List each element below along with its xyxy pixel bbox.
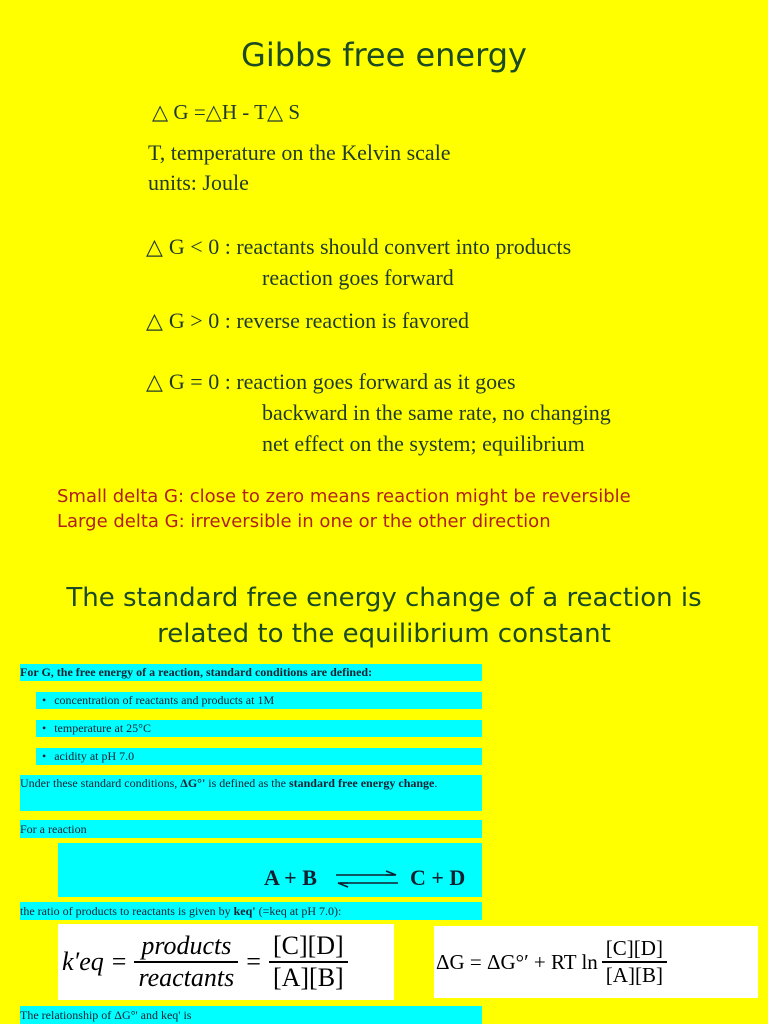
delta-triangle-icon: △: [146, 308, 163, 333]
section-heading: [0, 580, 768, 652]
keq-denominator-brackets: [A][B]: [272, 963, 344, 992]
definition-text: is defined as the: [205, 776, 289, 790]
bullet-text: temperature at 25°C: [54, 721, 151, 735]
keq-fraction-words: [134, 931, 238, 993]
equals-sign: =: [111, 947, 127, 976]
keq-formula: [58, 924, 394, 1000]
bullet-concentration: [36, 692, 482, 709]
delta-g-symbol: ΔG°': [180, 776, 206, 790]
definition-text: .: [434, 776, 438, 790]
page-title: Gibbs free energy: [241, 36, 527, 74]
formula-mid: H - T: [221, 100, 267, 124]
standard-definition: [20, 775, 482, 811]
ratio-text: the ratio of products to reactants is given by: [20, 904, 234, 918]
bullet-temperature: [36, 720, 482, 737]
gibbs-equation: [152, 100, 300, 125]
condition-zero: [146, 369, 516, 395]
condition-negative: [146, 234, 571, 260]
condition-text: G = 0 : reaction goes forward as it goes: [168, 369, 516, 394]
note-large-delta: Large delta G: irreversible in one or the other direction: [57, 511, 551, 532]
condition-text: G > 0 : reverse reaction is favored: [168, 308, 470, 333]
formula-right: S: [288, 100, 301, 124]
condition-positive: [146, 308, 469, 334]
ratio-sentence: [20, 902, 482, 920]
equilibrium-arrows-icon: [334, 867, 400, 891]
keq-fraction-brackets: [269, 931, 348, 993]
reaction-equation-box: [58, 843, 482, 897]
definition-term: standard free energy change: [288, 776, 435, 790]
bullet-text: acidity at pH 7.0: [54, 749, 135, 763]
reaction-reactants: A + B: [264, 865, 317, 890]
keq-symbol: keq': [233, 904, 256, 918]
keq-lhs: k′eq: [62, 947, 104, 976]
delta-triangle-icon: △: [146, 234, 163, 259]
delta-triangle-icon: △: [266, 100, 284, 124]
delta-g-denominator: [A][B]: [605, 963, 663, 987]
delta-g-numerator: [C][D]: [602, 936, 667, 963]
keq-numerator-words: products: [134, 931, 238, 963]
section-heading-line1: The standard free energy change of a reaction is: [66, 583, 702, 613]
for-a-reaction: For a reaction: [20, 820, 482, 838]
delta-g-fraction: [602, 936, 667, 988]
condition-zero-continuation-2: net effect on the system; equilibrium: [262, 431, 585, 456]
condition-text: G < 0 : reactants should convert into products: [168, 234, 572, 259]
standard-conditions-intro: For G, the free energy of a reaction, standard conditions are defined:: [20, 664, 482, 681]
keq-numerator-brackets: [C][D]: [269, 931, 348, 963]
definition-text: Under these standard conditions,: [20, 776, 181, 790]
note-small-delta: Small delta G: close to zero means reaction might be reversible: [57, 486, 631, 507]
reaction-products: C + D: [410, 865, 466, 890]
bullet-acidity: [36, 748, 482, 765]
formula-left: G =: [173, 100, 206, 124]
ratio-text: (=keq at pH 7.0):: [255, 904, 342, 918]
units-note: units: Joule: [148, 170, 249, 195]
keq-denominator-words: reactants: [138, 963, 235, 992]
condition-zero-continuation: backward in the same rate, no changing: [262, 400, 611, 425]
equals-sign: =: [246, 947, 261, 976]
delta-triangle-icon: △: [146, 369, 163, 394]
delta-triangle-icon: △: [152, 100, 169, 124]
bullet-text: concentration of reactants and products at 1M: [54, 693, 275, 707]
section-heading-line2: related to the equilibrium constant: [157, 619, 611, 649]
delta-triangle-icon: △: [205, 100, 222, 124]
condition-negative-continuation: reaction goes forward: [262, 265, 454, 290]
relationship-sentence: The relationship of ΔG°' and keq' is: [20, 1006, 482, 1024]
delta-g-lhs: ΔG = ΔG°′ + RT ln: [436, 949, 598, 974]
delta-g-formula: [434, 926, 758, 998]
temperature-note: T, temperature on the Kelvin scale: [148, 140, 451, 165]
